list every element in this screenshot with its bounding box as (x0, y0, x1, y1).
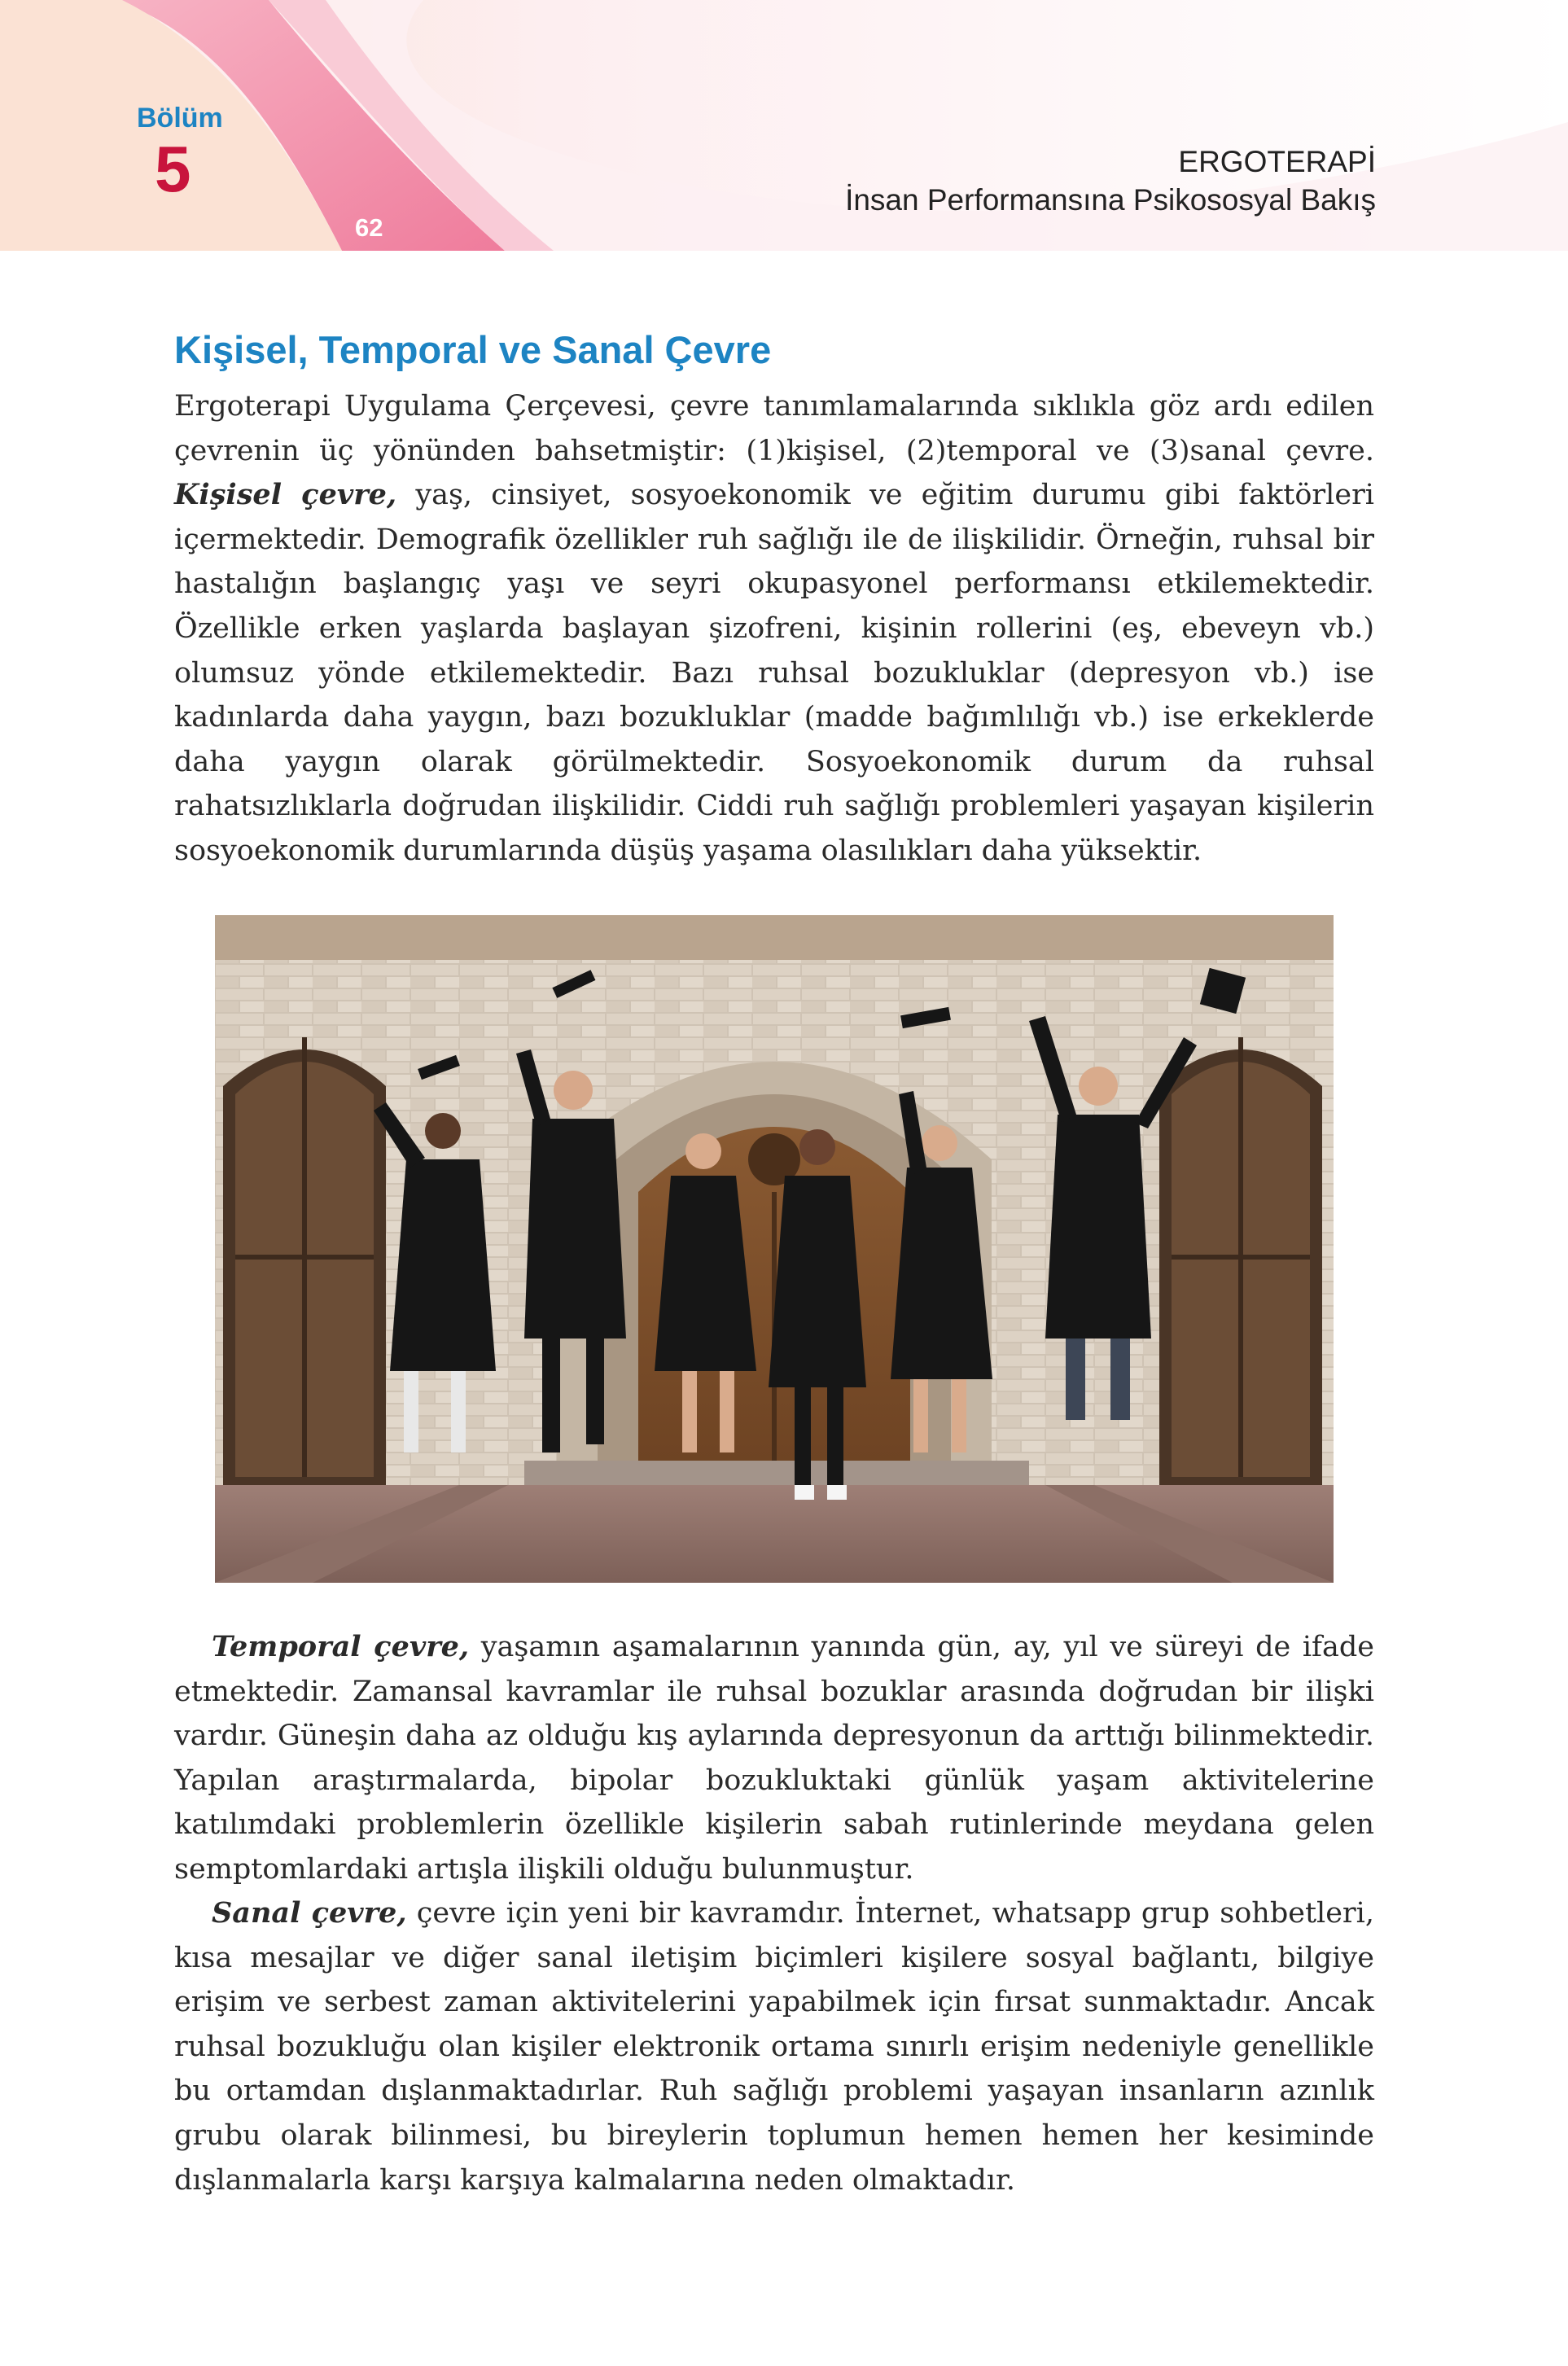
paragraph-text: Ergoterapi Uygulama Çerçevesi, çevre tanımlamalarında sıklıkla göz ardı edilen çevrenin üç yönünden bahsetmiştir: (1)kişisel, (2)temporal ve (3)sanal çevre. (174, 390, 1374, 467)
book-title: ERGOTERAPİ (1178, 145, 1376, 178)
graduates-jumping-illustration (215, 915, 1334, 1583)
paragraph-text: yaşamın aşamalarının yanında gün, ay, yıl ve süreyi de ifade etmektedir. Zamansal kavramlar ile ruhsal bozuklar arasında doğrudan bir ilişki vardır. Güneşin daha az olduğu kış aylarında depresyonun da arttığı bilinmektedir. Yapılan araştırmalarda, bipolar bozukluktaki günlük yaşam aktivitelerine katılımdaki problemlerin özellikle kişilerin sabah rutinlerinde meydana gelen semptomlardaki artışla ilişkili olduğu bulunmuştur. (174, 1631, 1374, 1886)
book-subtitle: İnsan Performansına Psikososyal Bakış (845, 183, 1376, 217)
term-personal-environment: Kişisel çevre, (174, 478, 397, 512)
term-virtual-environment: Sanal çevre, (212, 1896, 407, 1930)
chapter-number: 5 (155, 133, 191, 205)
paragraph-text: yaş, cinsiyet, sosyoekonomik ve eğitim durumu gibi faktörleri içermektedir. Demografik özellikler ruh sağlığı ile de ilişkilidir. Örneğin, ruhsal bir hastalığın başlangıç yaşı ve seyri okupasyonel performansı etkilemektedir. Özellikle erken yaşlarda başlayan şizofreni, kişinin rollerini (eş, ebeveyn vb.) olumsuz yönde etkilemektedir. Bazı ruhsal bozukluklar (depresyon vb.) ise kadınlarda daha yaygın, bazı bozukluklar (madde bağımlılığı vb.) ise erkeklerde daha yaygın olarak görülmektedir. Sosyoekonomik durum da ruhsal rahatsızlıklarla doğrudan ilişkilidir. Ciddi ruh sağlığı problemleri yaşayan kişilerin sosyoekonomik durumlarında düşüş yaşama olasılıkları daha yüksektir. (174, 479, 1374, 867)
page-number: 62 (355, 213, 383, 242)
page-header (0, 0, 1568, 251)
paragraph-personal-environment (174, 384, 1374, 874)
term-temporal-environment: Temporal çevre, (212, 1630, 470, 1663)
section-heading: Kişisel, Temporal ve Sanal Çevre (174, 328, 772, 371)
chapter-label: Bölüm (137, 103, 223, 134)
paragraph-text: çevre için yeni bir kavramdır. İnternet, whatsapp grup sohbetleri, kısa mesajlar ve diğer sanal iletişim biçimleri kişilere sosyal bağlantı, bilgiye erişim ve serbest zaman aktivitelerini yapabilmek için fırsat sunmaktadır. Ancak ruhsal bozukluğu olan kişiler elektronik ortama sınırlı erişim nedeniyle genellikle bu ortamdan dışlanmaktadırlar. Ruh sağlığı problemi yaşayan insanların azınlık grubu olarak bilinmesi, bu bireylerin toplumun hemen hemen her kesiminde dışlanmalarla karşı karşıya kalmalarına neden olmaktadır. (174, 1897, 1374, 2197)
paragraph-temporal-environment (174, 1625, 1374, 1892)
graduation-photo (215, 915, 1334, 1583)
paragraph-virtual-environment (174, 1891, 1374, 2202)
